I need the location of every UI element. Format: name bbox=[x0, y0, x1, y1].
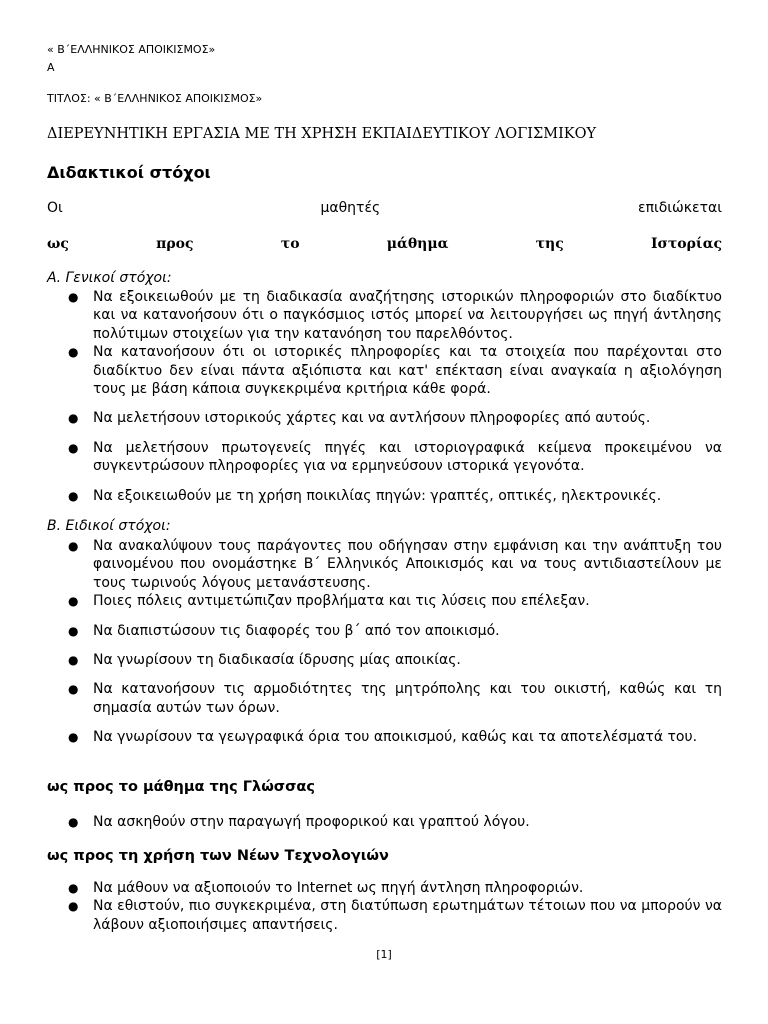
bullet-icon: ● bbox=[68, 899, 79, 914]
list-item: ● Να διαπιστώσουν τις διαφορές του β΄ από τον αποικισμό. bbox=[68, 622, 500, 639]
bullet-icon: ● bbox=[68, 623, 79, 638]
list-item: ● Να κατανοήσουν ότι οι ιστορικές πληροφορίες και τα στοιχεία που παρέχονται στο διαδίκτυο δεν είναι πάντα αξιόπιστα και κατ' επέκταση είναι αναγκαία η αξιολόγηση τους με βάση κάποια συγκεκριμένα κριτήρια κάθε φορά. bbox=[68, 344, 722, 398]
intro-word: Οι bbox=[47, 200, 63, 216]
specific-goals-label: Β. Ειδικοί στόχοι: bbox=[47, 518, 171, 534]
general-goals-label: Α. Γενικοί στόχοι: bbox=[47, 270, 172, 286]
list-item: ● Να ασκηθούν στην παραγωγή προφορικού και γραπτού λόγου. bbox=[68, 814, 530, 830]
bullet-icon: ● bbox=[68, 411, 79, 426]
bullet-icon: ● bbox=[68, 653, 79, 668]
history-subject-line bbox=[47, 236, 722, 252]
page-number: [1] bbox=[376, 948, 392, 961]
header-title-line: ΤΙΤΛΟΣ: « Β΄ΕΛΛΗΝΙΚΟΣ ΑΠΟΙΚΙΣΜΟΣ» bbox=[47, 92, 263, 105]
history-word: ως bbox=[47, 236, 69, 252]
list-item: ● Να γνωρίσουν τα γεωγραφικά όρια του αποικισμού, καθώς και τα αποτελέσματά του. bbox=[68, 729, 698, 746]
bullet-icon: ● bbox=[68, 539, 79, 553]
bullet-icon: ● bbox=[68, 815, 79, 829]
intro-word: επιδιώκεται bbox=[638, 200, 722, 216]
history-word: προς bbox=[156, 236, 194, 252]
bullet-icon: ● bbox=[68, 290, 79, 304]
list-item: ● Να ανακαλύψουν τους παράγοντες που οδήγησαν στην εμφάνιση και την ανάπτυξη του φαινομένου που ονομάστηκε Β΄ Ελληνικός Αποικισμός και να τους αντιδιαστείλουν με τους τωρινούς λόγους μετανάστευσης. bbox=[68, 538, 722, 591]
bullet-icon: ● bbox=[68, 594, 79, 609]
goals-heading: Διδακτικοί στόχοι bbox=[47, 163, 211, 182]
language-heading: ως προς το μάθημα της Γλώσσας bbox=[47, 779, 315, 795]
main-heading: ΔΙΕΡΕΥΝΗΤΙΚΗ ΕΡΓΑΣΙΑ ΜΕ ΤΗ ΧΡΗΣΗ ΕΚΠΑΙΔΕΥΤΙΚΟΥ ΛΟΓΙΣΜΙΚΟΥ bbox=[47, 126, 597, 142]
intro-word: μαθητές bbox=[320, 200, 381, 216]
history-word: το bbox=[280, 236, 300, 252]
bullet-icon: ● bbox=[68, 682, 79, 697]
list-item: ● Να κατανοήσουν τις αρμοδιότητες της μητρόπολης και του οικιστή, καθώς και τη σημασία αυτών των όρων. bbox=[68, 681, 722, 716]
header-line-2: Α bbox=[47, 61, 55, 74]
language-goals-list bbox=[47, 813, 722, 831]
intro-line bbox=[47, 200, 722, 216]
list-item: ● Να εθιστούν, πιο συγκεκριμένα, στη διατύπωση ερωτημάτων τέτοιων που να μπορούν να λάβουν αξιοποιήσιμες απαντήσεις. bbox=[68, 898, 722, 933]
list-item: ● Να μελετήσουν ιστορικούς χάρτες και να αντλήσουν πληροφορίες από αυτούς. bbox=[68, 410, 651, 427]
list-item: ● Να εξοικειωθούν με τη χρήση ποικιλίας πηγών: γραπτές, οπτικές, ηλεκτρονικές. bbox=[68, 487, 662, 504]
history-word: μάθημα bbox=[386, 236, 449, 252]
bullet-icon: ● bbox=[68, 730, 79, 745]
history-word: Ιστορίας bbox=[650, 236, 722, 252]
list-item: ● Να εξοικειωθούν με τη διαδικασία αναζήτησης ιστορικών πληροφοριών στο διαδίκτυο και να κατανοήσουν ότι ο παγκόσμιος ιστός μπορεί να λειτουργήσει ως πηγή άντλησης πολύτιμων στοιχείων για την κατανόηση του παρελθόντος. bbox=[68, 289, 722, 342]
bullet-icon: ● bbox=[68, 488, 79, 503]
bullet-icon: ● bbox=[68, 881, 79, 895]
list-item: ● Να μελετήσουν πρωτογενείς πηγές και ιστοριογραφικά κείμενα προκειμένου να συγκεντρώσουν πληροφορίες για να ερμηνεύσουν ιστορικά γεγονότα. bbox=[68, 439, 722, 475]
technology-heading: ως προς τη χρήση των Νέων Τεχνολογιών bbox=[47, 848, 389, 864]
list-item: ● Να γνωρίσουν τη διαδικασία ίδρυσης μίας αποικίας. bbox=[68, 652, 461, 669]
bullet-icon: ● bbox=[68, 440, 79, 455]
header-line-1: « Β΄ΕΛΛΗΝΙΚΟΣ ΑΠΟΙΚΙΣΜΟΣ» bbox=[47, 43, 216, 56]
technology-goals-list bbox=[47, 879, 722, 934]
list-item: ● Ποιες πόλεις αντιμετώπιζαν προβλήματα και τις λύσεις που επέλεξαν. bbox=[68, 593, 590, 610]
bullet-icon: ● bbox=[68, 345, 79, 360]
list-item: ● Να μάθουν να αξιοποιούν το Internet ως πηγή άντληση πληροφοριών. bbox=[68, 880, 584, 896]
general-goals-list bbox=[47, 288, 722, 505]
specific-goals-list bbox=[47, 537, 722, 747]
history-word: της bbox=[535, 236, 564, 252]
